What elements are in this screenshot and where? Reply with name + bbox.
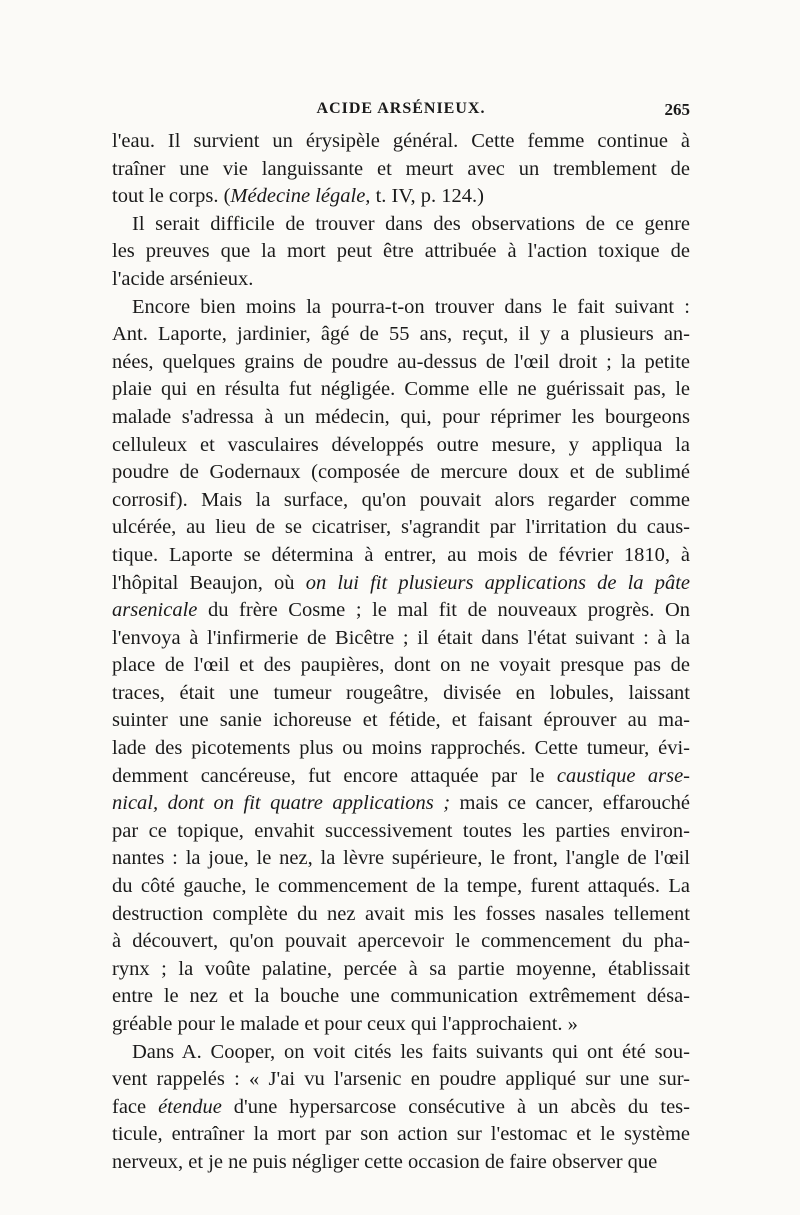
text-run: celluleux et vasculaires développés outre mesure, y appliqua la <box>112 433 690 456</box>
text-run: t. IV, p. 124.) <box>370 185 484 208</box>
text-run: traces, était une tumeur rougeâtre, divisée en lobules, laissant <box>112 681 690 704</box>
text-run: corrosif). Mais la surface, qu'on pouvait alors regarder comme <box>112 488 690 511</box>
text-run: traîner une vie languissante et meurt avec un tremblement de <box>112 157 690 180</box>
text-line <box>112 321 690 349</box>
text-line <box>112 763 690 791</box>
text-line <box>112 597 690 625</box>
text-line <box>112 901 690 929</box>
text-run: place de l'œil et des paupières, dont on ne voyait presque pas de <box>112 654 690 677</box>
text-line <box>112 625 690 653</box>
text-line <box>112 652 690 680</box>
italic-text: on lui fit plusieurs applications de la pâte <box>305 571 690 594</box>
text-line <box>112 294 690 322</box>
text-line <box>112 735 690 763</box>
text-run: suinter une sanie ichoreuse et fétide, et faisant éprouver au ma- <box>112 709 690 732</box>
paragraph <box>112 294 690 1039</box>
text-run: nées, quelques grains de poudre au-dessus de l'œil droit ; la petite <box>112 350 690 373</box>
text-line <box>112 707 690 735</box>
text-line <box>112 570 690 598</box>
text-line <box>112 1121 690 1149</box>
text-run: du frère Cosme ; le mal fit de nouveaux progrès. On <box>197 599 690 622</box>
text-run: gréable pour le malade et pour ceux qui l'approchaient. » <box>112 1013 578 1035</box>
text-run: l'eau. Il survient un érysipèle général. Cette femme continue à <box>112 130 690 152</box>
paragraph <box>112 211 690 294</box>
text-run: Ant. Laporte, jardinier, âgé de 55 ans, reçut, il y a plusieurs an- <box>112 323 690 346</box>
text-line <box>112 1149 690 1177</box>
text-line <box>112 487 690 515</box>
text-run: l'hôpital Beaujon, où <box>112 571 306 594</box>
text-run: rynx ; la voûte palatine, percée à sa partie moyenne, établissait <box>112 957 690 980</box>
text-run: malade s'adressa à un médecin, qui, pour réprimer les bourgeons <box>112 405 690 428</box>
text-run: lade des picotements plus ou moins rapprochés. Cette tumeur, évi- <box>112 737 690 760</box>
text-run: d'une hypersarcose consécutive à un abcès du tes- <box>221 1095 690 1118</box>
text-line <box>112 238 690 266</box>
text-run: Il serait difficile de trouver dans des observations de ce genre <box>132 212 690 235</box>
running-title: ACIDE ARSÉNIEUX. <box>316 100 486 117</box>
text-run: nerveux, et je ne puis négliger cette occasion de faire observer que <box>112 1150 658 1173</box>
text-run: Encore bien moins la pourra-t-on trouver dans le fait suivant : <box>132 295 690 318</box>
text-line <box>112 349 690 377</box>
text-run: les preuves que la mort peut être attribuée à l'action toxique de <box>112 240 690 263</box>
text-line <box>112 928 690 956</box>
text-line <box>112 376 690 404</box>
text-line <box>112 183 690 211</box>
italic-text: étendue <box>158 1095 222 1118</box>
text-run: ulcérée, au lieu de se cicatriser, s'agrandit par l'irritation du caus- <box>112 516 690 539</box>
text-line <box>112 956 690 984</box>
text-run: par ce topique, envahit successivement toutes les parties environ- <box>112 819 690 842</box>
text-line <box>112 1066 690 1094</box>
text-line <box>112 983 690 1011</box>
text-line <box>112 680 690 708</box>
text-run: ticule, entraîner la mort par son action sur l'estomac et le système <box>112 1123 690 1146</box>
text-run: vent rappelés : « J'ai vu l'arsenic en poudre appliqué sur une sur- <box>112 1068 690 1091</box>
text-line <box>112 845 690 873</box>
text-line <box>112 542 690 570</box>
text-run: plaie qui en résulta fut négligée. Comme elle ne guérissait pas, le <box>112 378 690 401</box>
text-line <box>112 790 690 818</box>
text-run: Dans A. Cooper, on voit cités les faits suivants qui ont été sou- <box>132 1040 690 1063</box>
text-line <box>112 1094 690 1122</box>
text-run: entre le nez et la bouche une communication extrêmement désa- <box>112 985 690 1008</box>
running-head <box>112 100 690 128</box>
text-run: du côté gauche, le commencement de la tempe, furent attaqués. La <box>112 875 690 898</box>
italic-text: nical, dont on fit quatre applications ; <box>112 792 451 815</box>
page-number: 265 <box>664 100 690 119</box>
text-line <box>112 211 690 239</box>
text-run: à découvert, qu'on pouvait apercevoir le commencement du pha- <box>112 930 690 953</box>
text-run: demment cancéreuse, fut encore attaquée par le <box>112 764 557 787</box>
text-run: poudre de Godernaux (composée de mercure doux et de sublimé <box>112 461 690 484</box>
text-line <box>112 873 690 901</box>
text-line <box>112 128 690 156</box>
text-line <box>112 818 690 846</box>
text-run: tout le corps. ( <box>112 185 231 208</box>
text-run: mais ce cancer, effarouché <box>450 792 690 815</box>
text-line <box>112 266 690 294</box>
text-line <box>112 404 690 432</box>
italic-text: caustique arse- <box>556 764 690 787</box>
text-line <box>112 1039 690 1067</box>
text-run: l'envoya à l'infirmerie de Bicêtre ; il était dans l'état suivant : à la <box>112 626 690 649</box>
italic-text: arsenicale <box>112 599 198 622</box>
text-line <box>112 1011 690 1039</box>
text-line <box>112 514 690 542</box>
text-run: face <box>112 1095 159 1118</box>
text-run: l'acide arsénieux. <box>112 267 254 290</box>
body-text <box>112 128 690 1177</box>
paragraph <box>112 128 690 211</box>
italic-text: Médecine légale, <box>230 185 371 208</box>
text-run: destruction complète du nez avait mis les fosses nasales tellement <box>112 902 690 925</box>
paragraph <box>112 1039 690 1177</box>
text-line <box>112 156 690 184</box>
text-run: tique. Laporte se détermina à entrer, au mois de février 1810, à <box>112 543 690 566</box>
text-run: nantes : la joue, le nez, la lèvre supérieure, le front, l'angle de l'œil <box>112 847 690 870</box>
text-line <box>112 432 690 460</box>
text-line <box>112 459 690 487</box>
